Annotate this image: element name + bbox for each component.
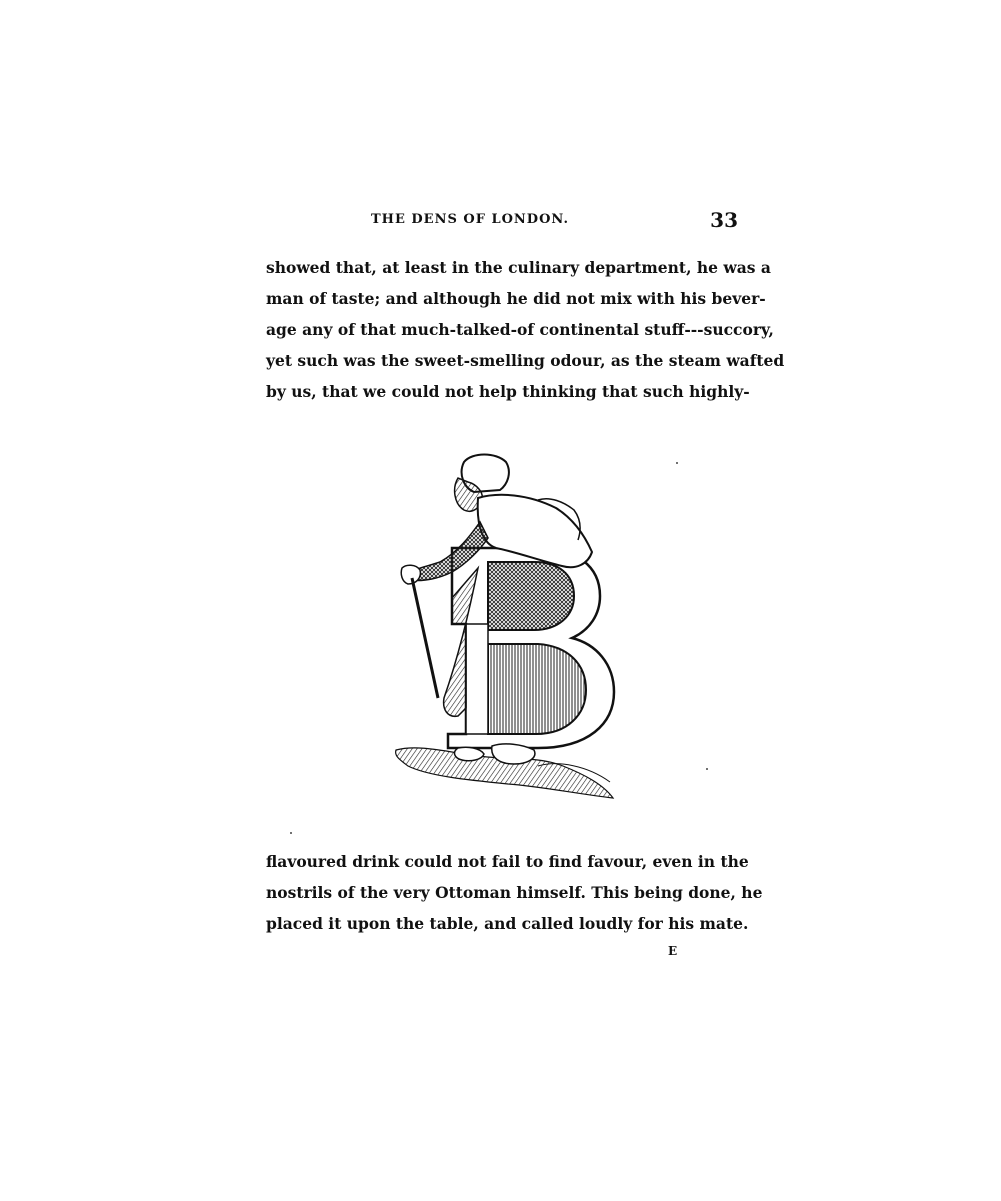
text-line: man of taste; and although he did not mix with his bever- [266, 289, 766, 308]
running-title: THE DENS OF LONDON. [371, 212, 569, 227]
ink-speck [676, 462, 678, 464]
text-line: placed it upon the table, and called loudly for his mate. [266, 914, 749, 933]
text-line: yet such was the sweet-smelling odour, as the steam wafted [266, 351, 785, 370]
text-line: flavoured drink could not fail to find favour, even in the [266, 852, 749, 871]
initial-b-woman-icon [388, 448, 620, 803]
top-paragraph [266, 252, 785, 407]
text-line: showed that, at least in the culinary department, he was a [266, 258, 771, 277]
decorative-initial-b-illustration [388, 448, 620, 803]
page-number: 33 [710, 208, 738, 232]
text-line: age any of that much-talked-of continental stuff---succory, [266, 320, 774, 339]
text-line: nostrils of the very Ottoman himself. This being done, he [266, 883, 763, 902]
signature-mark: E [668, 944, 678, 958]
bottom-paragraph [266, 846, 763, 939]
text-line: by us, that we could not help thinking that such highly- [266, 382, 750, 401]
running-head [265, 208, 740, 236]
ink-speck [290, 832, 292, 834]
ink-speck [706, 768, 708, 770]
